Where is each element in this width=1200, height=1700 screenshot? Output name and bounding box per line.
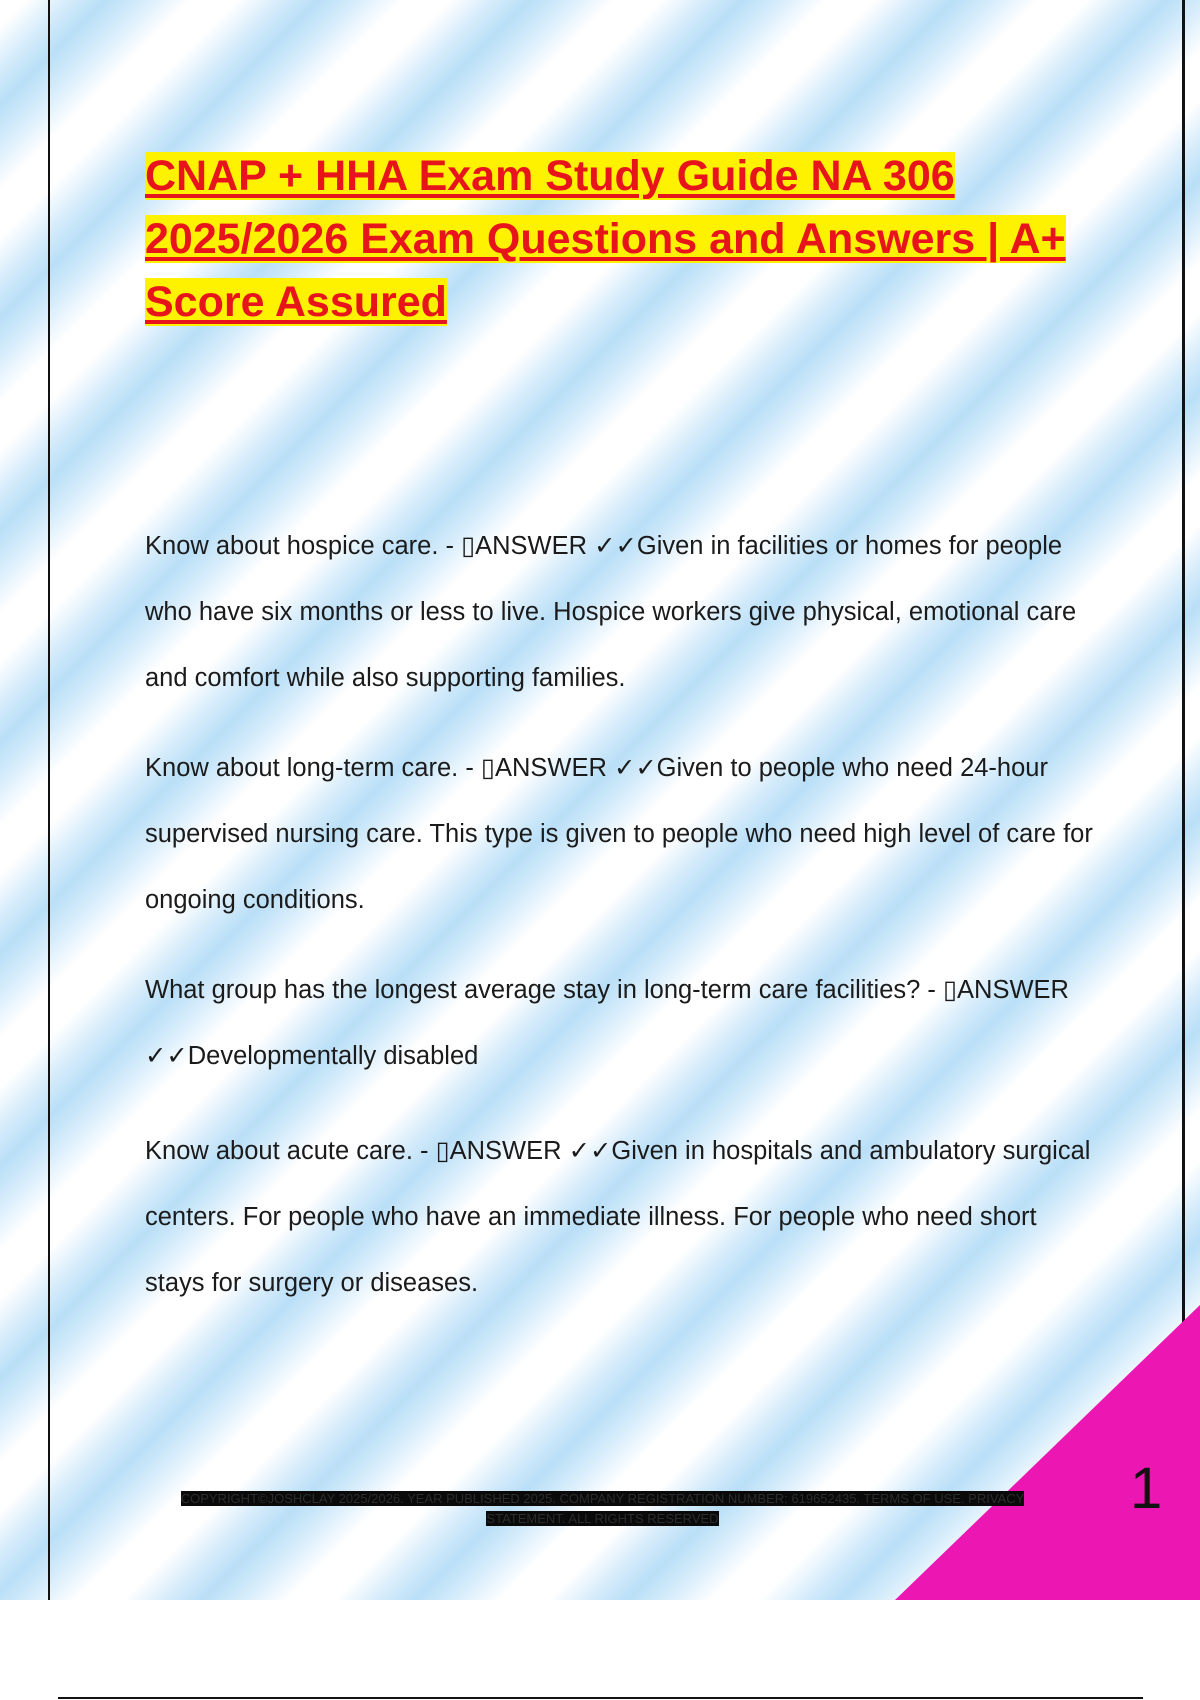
copyright-notice: [175, 1489, 1030, 1529]
qa-item-longest-stay: What group has the longest average stay in long-term care facilities? - ▯ANSWER ✓✓Developmentally disabled: [145, 976, 1069, 1070]
copyright-text: COPYRIGHT©JOSHCLAY 2025/2026. YEAR PUBLISHED 2025. COMPANY REGISTRATION NUMBER: 619652435. TERMS OF USE. PRIVACY STATEMENT. ALL RIGHTS RESERVED: [180, 1491, 1025, 1526]
page-number: 1: [1130, 1456, 1163, 1521]
qa-item-long-term-care: Know about long-term care. - ▯ANSWER ✓✓Given to people who need 24-hour supervised nursing care. This type is given to people who need high level of care for ongoing conditions.: [145, 754, 1093, 914]
qa-item-acute-care: Know about acute care. - ▯ANSWER ✓✓Given in hospitals and ambulatory surgical centers. For people who have an immediate illness. For people who need short stays for surgery or diseases.: [145, 1137, 1091, 1297]
bottom-page-divider: [58, 1697, 1143, 1699]
left-margin-rule: [48, 0, 50, 1600]
document-title: [145, 145, 1105, 334]
corner-triangle-decoration: [895, 1305, 1200, 1600]
document-title-text: CNAP + HHA Exam Study Guide NA 306 2025/2026 Exam Questions and Answers | A+ Score Assured: [145, 152, 1066, 326]
qa-item-hospice-care: Know about hospice care. - ▯ANSWER ✓✓Given in facilities or homes for people who have six months or less to live. Hospice workers give physical, emotional care and comfort while also supporting families.: [145, 532, 1077, 692]
